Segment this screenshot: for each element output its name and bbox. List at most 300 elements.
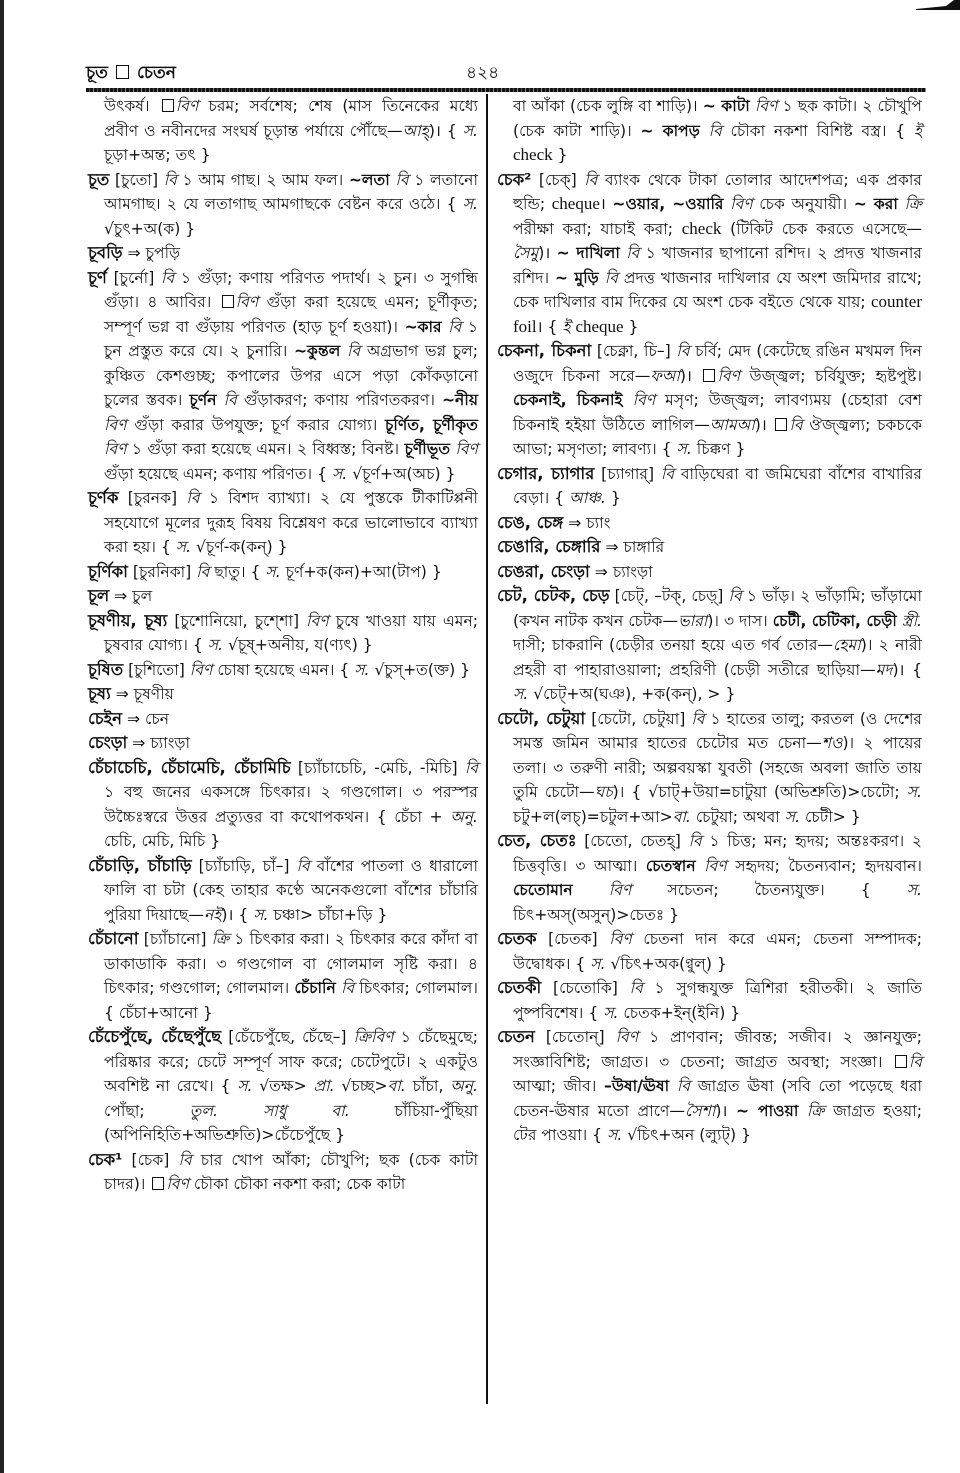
dictionary-entry	[88, 927, 478, 1025]
entry-text: [চুশোনিয়ো, চুশ্শো]	[167, 611, 307, 630]
grammar-label: বি	[691, 709, 705, 728]
grammar-label: বিণ	[704, 856, 727, 875]
grammar-label: স.	[590, 954, 606, 973]
dictionary-entry	[497, 584, 922, 707]
sub-headword: চেতস্বান	[645, 856, 696, 875]
entry-text: গুঁড়া করা হয়েছে এমন; চূর্ণীকৃত; সম্পূর্ণ ভগ্ন বা গুঁড়ায় পরিণত (হাড় চূর্ণ হওয়া)।	[104, 293, 478, 336]
entry-text	[696, 857, 705, 875]
entry-text: )।	[538, 244, 557, 262]
grammar-label: বি	[196, 562, 210, 581]
entry-text: [চুশিতো]	[123, 660, 190, 679]
pos-change-box-icon	[895, 1055, 907, 1068]
entry-text: [চেতো, চেতহ্]	[576, 832, 689, 850]
grammar-label: নই	[203, 905, 222, 924]
entry-text: বাড়িঘেরা বা জমিঘেরা বাঁশের বাখারির বেড়া। {	[513, 464, 922, 507]
headword: চূর্ণক	[88, 488, 119, 507]
entry-text: সচেতন; চৈতন্যযুক্ত। {	[631, 881, 907, 899]
entry-text: (টিকিট চেক করতে এসেছে—	[721, 219, 922, 238]
entry-text: √চচ্ছ>	[334, 1077, 388, 1095]
grammar-label: স.	[462, 195, 478, 213]
entry-text: √চুৎ+অ(ক) }	[104, 219, 196, 238]
entry-text: চটু+ল(লচ্)=চটুল+আ>	[513, 807, 673, 826]
grammar-label: ই	[913, 121, 923, 140]
entry-text: চোষা হয়েছে এমন। {	[212, 660, 355, 679]
entry-text: )। {	[221, 905, 254, 924]
grammar-label: বিণ	[717, 366, 741, 385]
grammar-label: বিণ	[235, 293, 259, 311]
entry-text: চূড়া+অন্ত; তৎ }	[104, 146, 211, 164]
column-divider	[486, 94, 488, 1404]
dictionary-entry	[497, 707, 922, 830]
headword: চূষ্য	[88, 684, 111, 703]
entry-text: ১ গুঁড়া করা হয়েছে এমন। ২ বিধ্বস্ত; বিনষ্ট।	[126, 440, 405, 458]
grammar-label: বি	[178, 1150, 192, 1169]
entry-text: গুঁড়া করার উপযুক্ত; চূর্ণ করার যোগ্য।	[126, 415, 386, 434]
entry-text: [চেঁচেপুঁছে, চেঁছে–]	[221, 1028, 354, 1046]
sub-headword: চেটী, চেটিকা, চেড়ী	[772, 611, 897, 630]
entry-text: চৌকা নকশা বিশিষ্ট বস্ত্র। {	[721, 121, 914, 140]
headword: চেট, চেটক, চেড়	[497, 586, 610, 605]
grammar-label: বি	[163, 170, 177, 189]
guide-words	[86, 60, 176, 88]
sub-headword: ~ দাখিলা	[556, 244, 620, 262]
grammar-label: মদ	[875, 660, 893, 679]
grammar-label: বি	[626, 244, 640, 262]
headword: চেইন	[88, 708, 123, 728]
grammar-label: বি	[186, 489, 200, 507]
entry-text: √চিৎ+অক(ণ্বুল্) }	[605, 954, 727, 973]
entry-text: । {	[536, 317, 563, 336]
entry-text: [চেট্, –টক্, চেড়্]	[609, 587, 729, 605]
grammar-label: ক্রি	[806, 1101, 825, 1120]
entry-text: )। ২ পায়ের তলা। ৩ তরুণী নারী; অল্পবয়স্কা যুবতী (সহজে অবলা জাতি তায় তুমি চেটো—	[513, 734, 922, 801]
entry-text: ⇒ চ্যাংড়া	[127, 734, 191, 752]
entry-text: আত্মা; জীব।	[513, 1077, 605, 1095]
dictionary-entry	[88, 560, 478, 585]
entry-text: ১ সুগন্ধযুক্ত ত্রিশিরা হরীতকী। ২ জাতি পুষ্পবিশেষ। {	[513, 979, 922, 1022]
sub-headword: চেঁচানি	[294, 979, 336, 997]
entry-text: )। ৩ দাস।	[707, 611, 773, 630]
right-column	[497, 94, 922, 1148]
headword: চূবড়ি	[88, 243, 123, 262]
entry-text: ১ গুঁড়া; কণায় পরিণত পদার্থ। ২ চুন। ৩ সুগন্ধি গুঁড়া। ৪ আবির।	[104, 268, 479, 311]
headword: চেতন	[497, 1027, 535, 1046]
entry-text: চেটী> }	[800, 807, 861, 826]
grammar-label: বিণ	[609, 930, 632, 948]
grammar-label: স্ত্রী.	[901, 611, 922, 630]
dictionary-entry	[88, 658, 478, 683]
grammar-label: বি	[223, 391, 237, 409]
entry-text: ১ আম গাছ। ২ আম ফল।	[176, 170, 349, 189]
sub-headword: ~ কাপড়	[640, 121, 700, 140]
grammar-label: অনু.	[450, 1077, 478, 1095]
guide-separator-box-icon	[116, 65, 129, 79]
entry-text: ১ বিশদ ব্যাখ্যা। ২ যে পুস্তকে টীকাটিপ্পনী সহযোগে মূলের দুরূহ বিষয় বিশ্লেষণ করে ভালোভাবে ব্যাখ্যা করা হয়। {	[104, 489, 478, 556]
entry-text: ⇒ চেন	[122, 709, 170, 728]
entry-text: )।	[754, 415, 774, 434]
sub-headword: ~ করা	[853, 195, 898, 213]
grammar-label: ঘচ	[594, 783, 613, 801]
entry-text: প্রদত্ত খাজনার দাখিলার যে অংশ জমিদার রাখে; চেক দাখিলার বাম দিকের যে অংশ চেক বইতে থেকে যায়;	[513, 268, 922, 311]
headword: চেংড়া	[88, 733, 128, 752]
entry-text	[669, 1077, 677, 1095]
entry-text: [চেতক]	[536, 930, 610, 948]
grammar-label: ই	[562, 317, 571, 336]
entry-text: জাগ্রত ঊষা (সবি তো পড়েছে ধরা চেতন-ঊষার মতো প্রাণে—	[513, 1077, 922, 1120]
headword: চেঁচানো	[88, 929, 139, 948]
entry-text: চেক অনুযায়ী।	[752, 195, 854, 213]
grammar-label: তুল.	[189, 1101, 218, 1120]
sub-headword: ~কার	[404, 317, 442, 336]
dictionary-entry	[88, 241, 478, 266]
headword: চূষণীয়, চূষ্য	[88, 610, 168, 630]
headword: চূষিত	[88, 659, 124, 679]
grammar-label: স.	[784, 807, 801, 826]
grammar-label: বি	[688, 832, 702, 850]
entry-text: [চুতো]	[109, 170, 164, 189]
dictionary-entry	[497, 462, 922, 511]
dictionary-entry	[88, 584, 478, 609]
grammar-label: স.	[331, 464, 348, 483]
sub-headword: ~ কাটা	[702, 97, 750, 115]
entry-text: )।	[679, 366, 702, 385]
grammar-label: স.	[253, 905, 269, 924]
entry-text: ⇒ চূষণীয়	[110, 685, 174, 703]
entry-text: [চুরনক]	[118, 489, 187, 507]
grammar-label: ফআ	[650, 366, 680, 385]
dictionary-entry	[88, 756, 478, 854]
entry-text: }	[552, 146, 568, 164]
english-term: cheque	[551, 194, 600, 213]
entry-text: চাঁচা,	[405, 1077, 451, 1095]
sub-headword: ~ওয়ার, ~ওয়ারি	[612, 195, 724, 213]
entry-text: চর্বি; মেদ (কেটেছে রঙিন মখমল দিন ওজুদে চিকনা সরে—	[513, 342, 922, 385]
entry-text: [চেতোকি]	[541, 979, 630, 997]
entry-text: [চুর্নো]	[106, 268, 161, 287]
grammar-label: বি	[676, 342, 690, 360]
grammar-label: স.	[265, 562, 281, 581]
header-rule	[86, 88, 926, 92]
entry-text: √চুস্+ত(ক্ত) }	[369, 660, 471, 679]
entry-text: ১ লতানো আমগাছ। ২ যে লতাগাছ আমগাছকে বেষ্টন করে ওঠে। {	[104, 170, 478, 213]
dictionary-entry	[88, 486, 478, 560]
entry-text: ১ চেঁছেমুছে; পরিষ্কার করে; চেটে সম্পূর্ণ সাফ করে; চেটেপুটে। ২ একটুও অবশিষ্ট না রেখে। {	[104, 1028, 478, 1095]
entry-text: উজ্জ্বল; চর্বিযুক্ত; হৃষ্টপুষ্ট।	[740, 366, 922, 385]
grammar-label: বিণ	[615, 1028, 639, 1046]
headword: চেকনা, চিকনা	[497, 341, 592, 360]
entry-text: ⇒ চুল	[109, 587, 153, 605]
headword: চেঁচেপুঁছে, চেঁছেপুঁছে	[88, 1027, 222, 1046]
entry-text: )। {	[428, 121, 463, 140]
entry-continuation	[497, 94, 922, 168]
dictionary-entry	[88, 682, 478, 707]
headword: চেগার, চ্যাগার	[497, 463, 595, 483]
grammar-label: প্রা.	[313, 1077, 335, 1095]
entry-text: ১ হাতের তালু; করতল (ও দেশের সমস্ত জমিন আমার হাতের চেটোর মত চেনা—	[513, 709, 922, 752]
entry-text: ১ চিৎকার করা। ২ চিৎকার করে কাঁদা বা ডাকাডাকি করা। ৩ গণ্ডগোল বা গোলমাল সৃষ্টি করা। ৪ চিৎকার; গণ্ডগোল; গোলমাল।	[104, 930, 478, 997]
sub-headword: চেতোমান	[513, 881, 573, 899]
entry-text: চিৎকার; গোলমাল। { চেঁচা+আনো }	[104, 979, 478, 1022]
dictionary-entry	[88, 707, 478, 732]
entry-text: √চূষ্+অনীয়, য(ণ্যৎ) }	[223, 636, 373, 654]
entry-text: চিক্কণ }	[691, 440, 746, 458]
dictionary-entry	[497, 1025, 922, 1148]
entry-text: বা আঁকা (চেক লুঙ্গি বা শাড়ি)।	[513, 97, 703, 115]
entry-text: বাঁশের পাতলা ও ধারালো ফালি বা চটা (কেহ তাহার কণ্ঠে অনেকগুলো বাঁশের চাঁচারি পুরিয়া দিয়াছে—	[104, 856, 478, 924]
grammar-label: স.	[462, 121, 478, 140]
grammar-label: বা.	[387, 1077, 406, 1095]
grammar-label: স.	[207, 636, 223, 654]
entry-text: জাগ্রত হওয়া; টের পাওয়া। {	[513, 1101, 923, 1144]
entry-text: )। ২ নারী প্রহরী বা পাহারাওয়ালা; প্রহরিণী (চেড়ী সতীরে ছাড়িয়া—	[513, 636, 922, 679]
entry-text: ১ বহু জনের একসঙ্গে চিৎকার। ২ গণ্ডগোল। ৩ পরস্পর উচ্চৈঃস্বরে উত্তর প্রত্যুত্তর বা কথোপকথন। { চেঁচা +	[104, 783, 478, 826]
headword: চেঁচাড়ি, চাঁচাড়ি	[88, 855, 192, 875]
grammar-label: সৈমু	[513, 244, 539, 262]
page-left-edge-shadow	[0, 0, 4, 1473]
left-column	[88, 94, 478, 1197]
grammar-label: স.	[607, 1126, 623, 1144]
entry-text: [চ্যাঁচাচেচি, -মেচি, -মিচি]	[290, 758, 465, 777]
entry-text: √চেট্+অ(ঘঞ), +ক(কন্), > }	[528, 685, 736, 703]
entry-text: চুষে খাওয়া যায় এমন; চুষবার যোগ্য। {	[104, 611, 479, 654]
dictionary-entry	[88, 266, 478, 487]
entry-text: চার খোপ আঁকা; চৌখুপি; ছক (চেক কাটা চাদর)।	[104, 1150, 478, 1193]
entry-continuation	[88, 94, 478, 168]
dictionary-entry	[88, 1148, 478, 1197]
dictionary-entry	[497, 339, 922, 462]
grammar-label: বিণ	[730, 195, 753, 213]
entry-text: [চেক্না, চি–]	[591, 342, 677, 360]
entry-text: √চূর্ণ-ক(কন্) }	[191, 538, 288, 556]
headword: চেক²	[497, 169, 532, 189]
headword: চেক¹	[88, 1149, 123, 1169]
grammar-label: শও	[821, 734, 843, 752]
grammar-label: বিণ	[608, 881, 632, 899]
entry-text: চরম; সর্বশেষ; শেষ (মাস তিনেকের মধ্যে প্রবীণ ও নবীনদের সংঘর্ষ চূড়ান্ত পর্যায়ে পৌঁছে—	[104, 97, 478, 140]
pos-change-box-icon	[162, 99, 174, 112]
guide-word-first: চূত	[86, 63, 108, 83]
entry-text	[573, 881, 609, 899]
entry-text: ছাতু। {	[209, 562, 266, 581]
pos-change-box-icon	[775, 418, 787, 431]
sub-headword: চূর্ণন	[189, 391, 217, 409]
entry-text: )। { √চাট্+উয়া=চাটুয়া (অভিশ্রুতি)>চেটো;	[612, 783, 907, 801]
sub-headword: ~কুন্তল	[293, 342, 341, 360]
sub-headword: ~ মুড়ি	[555, 268, 599, 287]
dictionary-entry	[88, 168, 478, 242]
entry-text: গুঁড়াকরণ; কণায় পরিণতকরণ।	[236, 391, 442, 409]
entry-text: অগ্রভাগ ভগ্ন চুল; কুঞ্চিত কেশগুচ্ছ; কপালের উপর এসে পড়া কোঁকড়ানো চুলের স্তবক।	[104, 342, 478, 409]
english-term: counter foil	[513, 292, 922, 336]
guide-word-last: চেতন	[136, 63, 176, 83]
headword: চূর্ণ	[88, 267, 107, 287]
entry-text: √চূর্ণ+অ(অচ) }	[347, 464, 456, 483]
grammar-label: ভারা	[678, 611, 708, 630]
dictionary-entry	[497, 168, 922, 340]
headword: চেঁচাচেচি, চেঁচামেচি, চেঁচামিচি	[88, 757, 291, 777]
entry-text: মসৃণ; উজ্জ্বল; লাবণ্যময় (চেহারা বেশ চিকনাই হইয়া উঠিতে লাগিল—	[513, 391, 922, 434]
sub-headword: চেকনাই, চিকনাই	[513, 391, 623, 409]
entry-text: [চেক্]	[531, 170, 585, 189]
entry-text: পরীক্ষা করা; যাচাই করা;	[513, 219, 682, 238]
sub-headword: ~ পাওয়া	[735, 1101, 799, 1120]
headword: চেতক	[497, 929, 537, 948]
entry-text: চৌকা চৌকা নকশা করা; চেক কাটা	[188, 1175, 406, 1193]
grammar-label: বিণ	[632, 391, 656, 409]
grammar-label: স.	[513, 685, 529, 703]
entry-text: [চুরনিকা]	[127, 562, 197, 581]
grammar-label: ক্রিবিণ	[353, 1028, 394, 1046]
entry-text: চেতনা দান করে এমন; চেতনা সম্পাদক; উদ্বোধক। {	[513, 930, 922, 973]
sub-headword: –উষা/ঊষা	[604, 1077, 670, 1095]
grammar-label: বিণ	[166, 1175, 189, 1193]
grammar-label: আমআ	[709, 415, 755, 434]
entry-text: চেতক+ইন্(ইনি) }	[618, 1003, 741, 1022]
corner-scan-mark	[916, 0, 960, 10]
grammar-label: বিণ	[175, 97, 199, 115]
grammar-label: বি	[347, 342, 361, 360]
dictionary-entry	[88, 854, 478, 928]
entry-text	[217, 391, 224, 409]
grammar-label: বিণ	[104, 415, 127, 434]
entry-text: ১ চুন প্রস্তুত করে যে। ২ চুনারি।	[104, 317, 478, 360]
grammar-label: স.	[906, 783, 922, 801]
grammar-label: স.	[603, 1003, 619, 1022]
headword: চেঙারি, চেঙ্গারি	[497, 537, 601, 556]
entry-text: চূর্ণ+ক(কন)+আ(টাপ) }	[280, 562, 442, 581]
grammar-label: সাধু বা.	[262, 1101, 350, 1120]
entry-text	[798, 1102, 807, 1120]
dictionary-entry	[88, 1025, 478, 1148]
headword: চূত	[88, 169, 110, 189]
dictionary-entry	[497, 927, 922, 976]
entry-text: }	[605, 489, 621, 507]
grammar-label: বি	[728, 587, 742, 605]
entry-text: পোঁছা;	[104, 1101, 190, 1120]
entry-text	[340, 342, 347, 360]
sub-headword: ~নীয়	[441, 391, 479, 409]
entry-text	[700, 122, 709, 140]
grammar-label: বা.	[672, 807, 691, 826]
entry-text: ⇒ চ্যাংড়া	[589, 562, 653, 581]
grammar-label: স.	[676, 440, 692, 458]
entry-text	[623, 391, 633, 409]
headword: চেঙরা, চেংড়া	[497, 561, 590, 581]
entry-text: ১ চিত্ত; মন; হৃদয়; অন্তঃকরণ। ২ চিত্তবৃত্তি। ৩ আত্মা।	[513, 832, 922, 875]
entry-text	[218, 1102, 263, 1120]
entry-text: দাসী; চাকরানি (চেড়ীর তনয়া হয়ে এত গর্ব তোর—	[513, 636, 834, 654]
grammar-label: বিণ	[754, 97, 778, 115]
grammar-label: বি	[584, 170, 598, 189]
grammar-label: বি	[395, 170, 409, 189]
grammar-label: বিণ	[104, 440, 127, 458]
entry-text: ১ প্রাণবান; জীবন্ত; সজীব। ২ জ্ঞানযুক্ত; সংজ্ঞাবিশিষ্ট; জাগ্রত। ৩ চেতনা; জাগ্রত অবস্থা; সংজ্ঞা।	[513, 1028, 922, 1071]
grammar-label: বি	[908, 1052, 922, 1071]
dictionary-entry	[497, 511, 922, 536]
grammar-label: ক্রি	[904, 195, 922, 213]
entry-text: }	[623, 317, 639, 336]
grammar-label: বি	[604, 268, 618, 287]
dictionary-entry	[497, 829, 922, 927]
grammar-label: স.	[237, 1077, 253, 1095]
grammar-label: বি	[629, 979, 643, 997]
entry-text: ⇒ চ্যাং	[563, 513, 611, 532]
entry-text: [চেটো, চেটুয়া]	[585, 709, 692, 728]
entry-text: [চেতোন্]	[534, 1028, 616, 1046]
entry-text: গুঁড়া হয়েছে এমন; কণায় পরিণত। {	[104, 464, 332, 483]
entry-text: চাঁচিয়া-পুঁছিয়া (অপিনিহিতি+অভিশ্রুতি)>চেঁচেপুঁছে }	[104, 1101, 478, 1144]
entry-text: চিৎ+অস্(অসুন্)>চেতঃ }	[513, 905, 680, 924]
grammar-label: বি	[160, 268, 175, 287]
entry-text: [চ্যাগার্]	[594, 464, 661, 483]
grammar-label: আহ্	[402, 121, 429, 140]
headword: চেত, চেতঃ	[497, 831, 577, 850]
dictionary-entry	[88, 609, 478, 658]
dictionary-entry	[497, 976, 922, 1025]
dictionary-entry	[88, 731, 478, 756]
entry-text: চঞ্চা> চাঁচা+ড়ি }	[268, 905, 388, 924]
grammar-label: বি	[789, 415, 803, 434]
entry-text: ১ ছক কাটা। ২ চৌখুপি (চেক কাটা শাড়ি)।	[513, 97, 922, 140]
entry-text: ।	[599, 195, 613, 213]
entry-text: )।	[715, 1101, 736, 1120]
grammar-label: হেমা	[833, 636, 861, 654]
grammar-label: বি	[464, 758, 478, 777]
entry-text: ⇒ চাঙ্গারি	[600, 538, 665, 556]
english-term: check	[513, 145, 553, 164]
grammar-label: বি	[296, 856, 310, 875]
entry-text: √তক্ষ>	[252, 1077, 314, 1095]
grammar-label: স.	[354, 660, 370, 679]
entry-text: উৎকর্ষ।	[104, 97, 160, 115]
entry-text: ১ ভাঁড়। ২ ভাঁড়ামি; ভাঁড়ামো (কখন নাটক কখন চেটক—	[513, 587, 922, 630]
sub-headword: ~লতা	[348, 170, 390, 189]
entry-text: চেচি, মেচি, মিচি }	[104, 832, 221, 850]
grammar-label: বি	[708, 121, 722, 140]
page-number: ৪২৪	[466, 63, 500, 83]
headword: চূর্ণিকা	[88, 561, 128, 581]
grammar-label: সৈশা	[685, 1101, 716, 1120]
grammar-label: বি	[448, 317, 462, 336]
sub-headword: চূর্ণীভূত	[404, 440, 451, 458]
entry-text: চেটুয়া; অথবা	[690, 807, 785, 826]
grammar-label: আঞ্চ.	[569, 489, 606, 507]
entry-text: √চিৎ+অন (ল্যুট্) }	[622, 1126, 751, 1144]
dictionary-entry	[497, 535, 922, 560]
entry-text: ১ খাজনার ছাপানো রশিদ। ২ প্রদত্ত খাজনার রশিদ।	[513, 244, 922, 287]
dictionary-entry	[497, 560, 922, 585]
grammar-label: অনু.	[450, 807, 478, 826]
grammar-label: বিণ	[306, 611, 329, 630]
grammar-label: বিণ	[189, 660, 213, 679]
entry-text: [চ্যাঁচানো]	[138, 930, 212, 948]
headword: চেটো, চেটুয়া	[497, 708, 586, 728]
entry-text: ⇒ চুপড়ি	[122, 244, 181, 262]
grammar-label: স.	[906, 881, 922, 899]
grammar-label: বি	[340, 979, 355, 997]
entry-text: )। {	[892, 660, 922, 679]
pos-change-box-icon	[222, 295, 234, 308]
pos-change-box-icon	[152, 1177, 164, 1190]
grammar-label: বি	[660, 464, 675, 483]
headword: চূল	[88, 586, 110, 605]
grammar-label: বিণ	[455, 440, 478, 458]
entry-text: ব্যাংক থেকে টাকা তোলার আদেশপত্র; এক প্রকার হুন্ডি;	[513, 170, 923, 213]
entry-text: ঔজ্জ্বল্য; চকচকে আভা; মসৃণতা; লাবণ্য। {	[513, 415, 922, 458]
english-term: check	[681, 218, 722, 238]
entry-text: [চেক]	[122, 1150, 179, 1169]
grammar-label: ক্রি	[211, 930, 230, 948]
